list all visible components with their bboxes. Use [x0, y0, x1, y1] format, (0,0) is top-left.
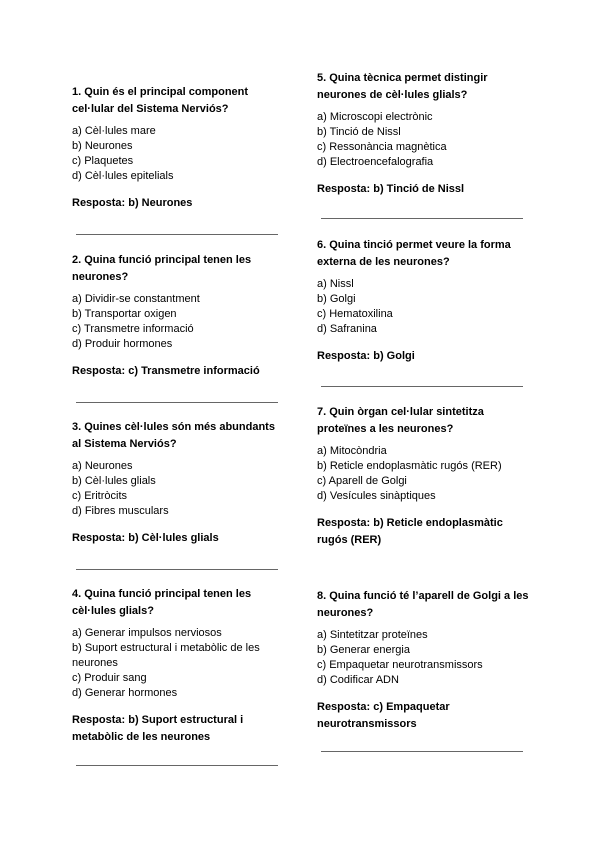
question-title: 3. Quines cèl·lules són més abundants al Sistema Nerviós? — [72, 421, 275, 450]
question-title: 8. Quina funció té l’aparell de Golgi a les neurones? — [317, 590, 529, 619]
question-title: 5. Quina tècnica permet distingir neurones de cèl·lules glials? — [317, 72, 488, 101]
divider-line — [76, 234, 278, 235]
option-c: c) Produir sang — [72, 672, 147, 684]
question-title: 1. Quin és el principal component cel·lular del Sistema Nerviós? — [72, 86, 249, 115]
option-b: b) Cèl·lules glials — [72, 475, 156, 487]
question-block-4 — [72, 586, 287, 746]
answer-text: Resposta: b) Reticle endoplasmàtic rugós (RER) — [317, 517, 503, 546]
option-a: a) Neurones — [72, 460, 133, 472]
option-b: b) Generar energia — [317, 644, 410, 656]
option-a: a) Nissl — [317, 278, 354, 290]
option-c: c) Ressonància magnètica — [317, 141, 447, 153]
option-c: c) Hematoxilina — [317, 308, 393, 320]
option-a: a) Cèl·lules mare — [72, 125, 156, 137]
answer-text: Resposta: b) Tinció de Nissl — [317, 183, 465, 195]
answer-text: Resposta: c) Empaquetar neurotransmissors — [317, 701, 450, 730]
question-block-3 — [72, 419, 287, 547]
divider-line — [76, 765, 278, 766]
option-b: b) Reticle endoplasmàtic rugós (RER) — [317, 460, 502, 472]
question-block-7 — [317, 404, 532, 549]
divider-line — [76, 569, 278, 570]
option-a: a) Generar impulsos nerviosos — [72, 627, 222, 639]
option-b: b) Suport estructural i metabòlic de les neurones — [72, 642, 260, 669]
question-title: 2. Quina funció principal tenen les neurones? — [72, 254, 252, 283]
option-d: d) Codificar ADN — [317, 674, 399, 686]
option-b: b) Tinció de Nissl — [317, 126, 401, 138]
option-a: a) Sintetitzar proteïnes — [317, 629, 428, 641]
divider-line — [321, 751, 523, 752]
divider-line — [321, 218, 523, 219]
option-d: d) Fibres musculars — [72, 505, 169, 517]
option-c: c) Eritròcits — [72, 490, 127, 502]
option-d: d) Safranina — [317, 323, 377, 335]
question-title: 7. Quin òrgan cel·lular sintetitza proteïnes a les neurones? — [317, 406, 484, 435]
answer-text: Resposta: b) Neurones — [72, 197, 193, 209]
option-d: d) Produir hormones — [72, 338, 173, 350]
option-b: b) Transportar oxigen — [72, 308, 177, 320]
question-block-8 — [317, 588, 532, 733]
option-d: d) Vesícules sinàptiques — [317, 490, 436, 502]
option-d: d) Electroencefalografia — [317, 156, 434, 168]
option-a: a) Mitocòndria — [317, 445, 387, 457]
question-block-2 — [72, 252, 287, 380]
option-c: c) Empaquetar neurotransmissors — [317, 659, 483, 671]
option-c: c) Aparell de Golgi — [317, 475, 407, 487]
option-a: a) Dividir-se constantment — [72, 293, 200, 305]
question-title: 4. Quina funció principal tenen les cèl·lules glials? — [72, 588, 252, 617]
answer-text: Resposta: b) Suport estructural i metabòlic de les neurones — [72, 714, 244, 743]
option-d: d) Generar hormones — [72, 687, 178, 699]
question-block-1 — [72, 84, 287, 212]
answer-text: Resposta: c) Transmetre informació — [72, 365, 260, 377]
question-title: 6. Quina tinció permet veure la forma externa de les neurones? — [317, 239, 511, 268]
divider-line — [76, 402, 278, 403]
question-block-6 — [317, 237, 532, 365]
divider-line — [321, 386, 523, 387]
option-a: a) Microscopi electrònic — [317, 111, 433, 123]
option-b: b) Golgi — [317, 293, 356, 305]
option-d: d) Cèl·lules epitelials — [72, 170, 174, 182]
question-block-5 — [317, 70, 532, 198]
answer-text: Resposta: b) Golgi — [317, 350, 415, 362]
option-c: c) Plaquetes — [72, 155, 134, 167]
option-b: b) Neurones — [72, 140, 133, 152]
option-c: c) Transmetre informació — [72, 323, 194, 335]
answer-text: Resposta: b) Cèl·lules glials — [72, 532, 219, 544]
